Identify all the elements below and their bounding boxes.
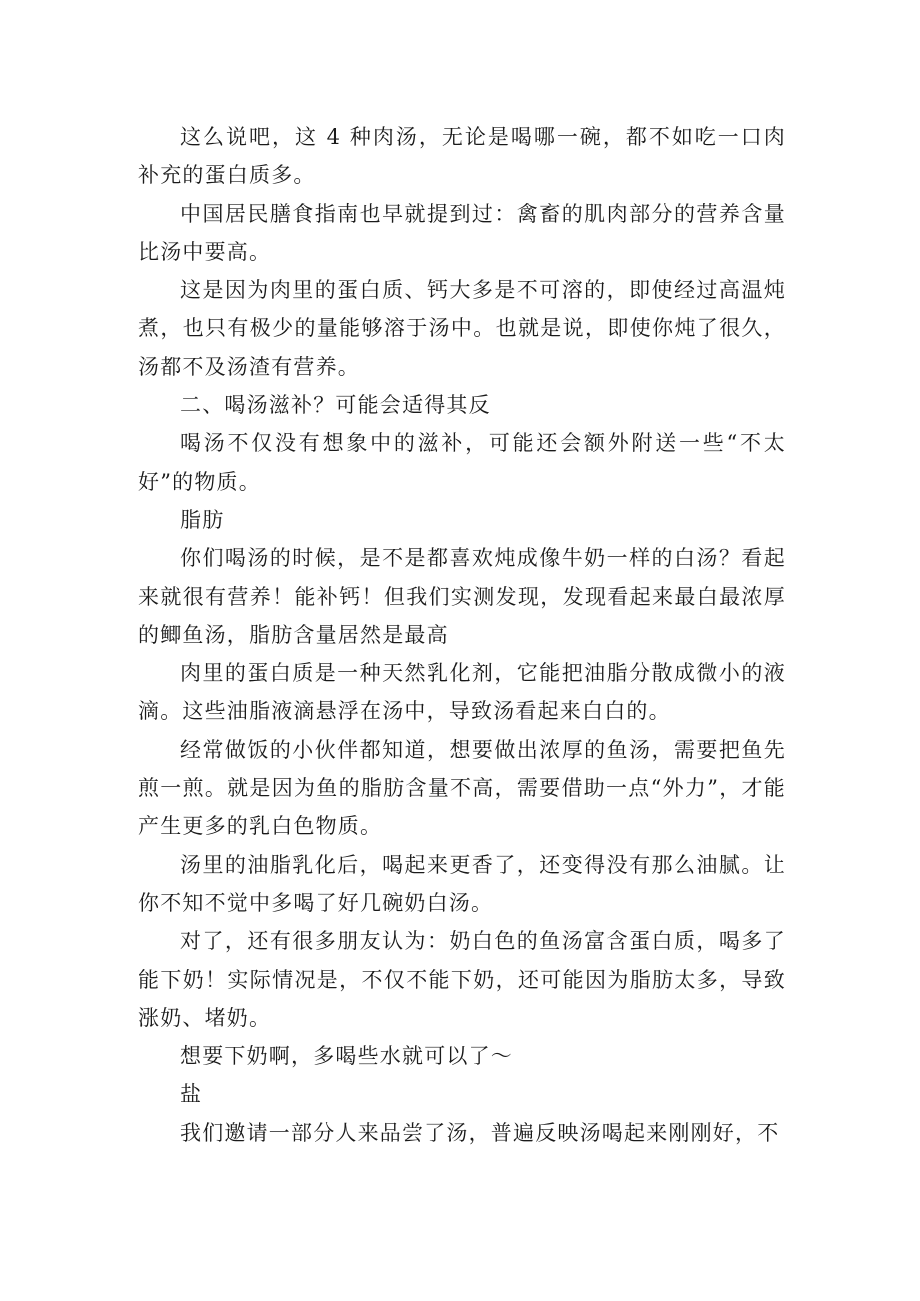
paragraph: 经常做饭的小伙伴都知道，想要做出浓厚的鱼汤，需要把鱼先煎一煎。就是因为鱼的脂肪含量不高，需要借助一点“外力”，才能产生更多的乳白色物质。 — [138, 737, 786, 839]
paragraph: 这么说吧，这 4 种肉汤，无论是喝哪一碗，都不如吃一口肉补充的蛋白质多。 — [138, 125, 786, 188]
paragraph: 想要下奶啊，多喝些水就可以了～ — [180, 1044, 513, 1069]
subheading-fat: 脂肪 — [180, 507, 225, 532]
paragraph: 对了，还有很多朋友认为：奶白色的鱼汤富含蛋白质，喝多了能下奶！实际情况是，不仅不能下奶，还可能因为脂肪太多，导致涨奶、堵奶。 — [138, 929, 786, 1030]
document-body — [138, 118, 786, 1152]
paragraph: 这是因为肉里的蛋白质、钙大多是不可溶的，即使经过高温炖煮，也只有极少的量能够溶于汤中。也就是说，即使你炖了很久，汤都不及汤渣有营养。 — [138, 278, 786, 379]
subheading-salt: 盐 — [180, 1082, 203, 1107]
paragraph: 你们喝汤的时候，是不是都喜欢炖成像牛奶一样的白汤？看起来就很有营养！能补钙！但我们实测发现，发现看起来最白最浓厚的鲫鱼汤，脂肪含量居然是最高 — [138, 546, 786, 647]
paragraph: 汤里的油脂乳化后，喝起来更香了，还变得没有那么油腻。让你不知不觉中多喝了好几碗奶白汤。 — [138, 852, 786, 915]
paragraph: 肉里的蛋白质是一种天然乳化剂，它能把油脂分散成微小的液滴。这些油脂液滴悬浮在汤中，导致汤看起来白白的。 — [138, 661, 786, 724]
section-heading: 二、喝汤滋补？可能会适得其反 — [180, 393, 491, 418]
paragraph: 中国居民膳食指南也早就提到过：禽畜的肌肉部分的营养含量比汤中要高。 — [138, 201, 786, 264]
paragraph: 我们邀请一部分人来品尝了汤，普遍反映汤喝起来刚刚好，不 — [180, 1120, 780, 1145]
paragraph: 喝汤不仅没有想象中的滋补，可能还会额外附送一些“不太好”的物质。 — [138, 431, 786, 494]
